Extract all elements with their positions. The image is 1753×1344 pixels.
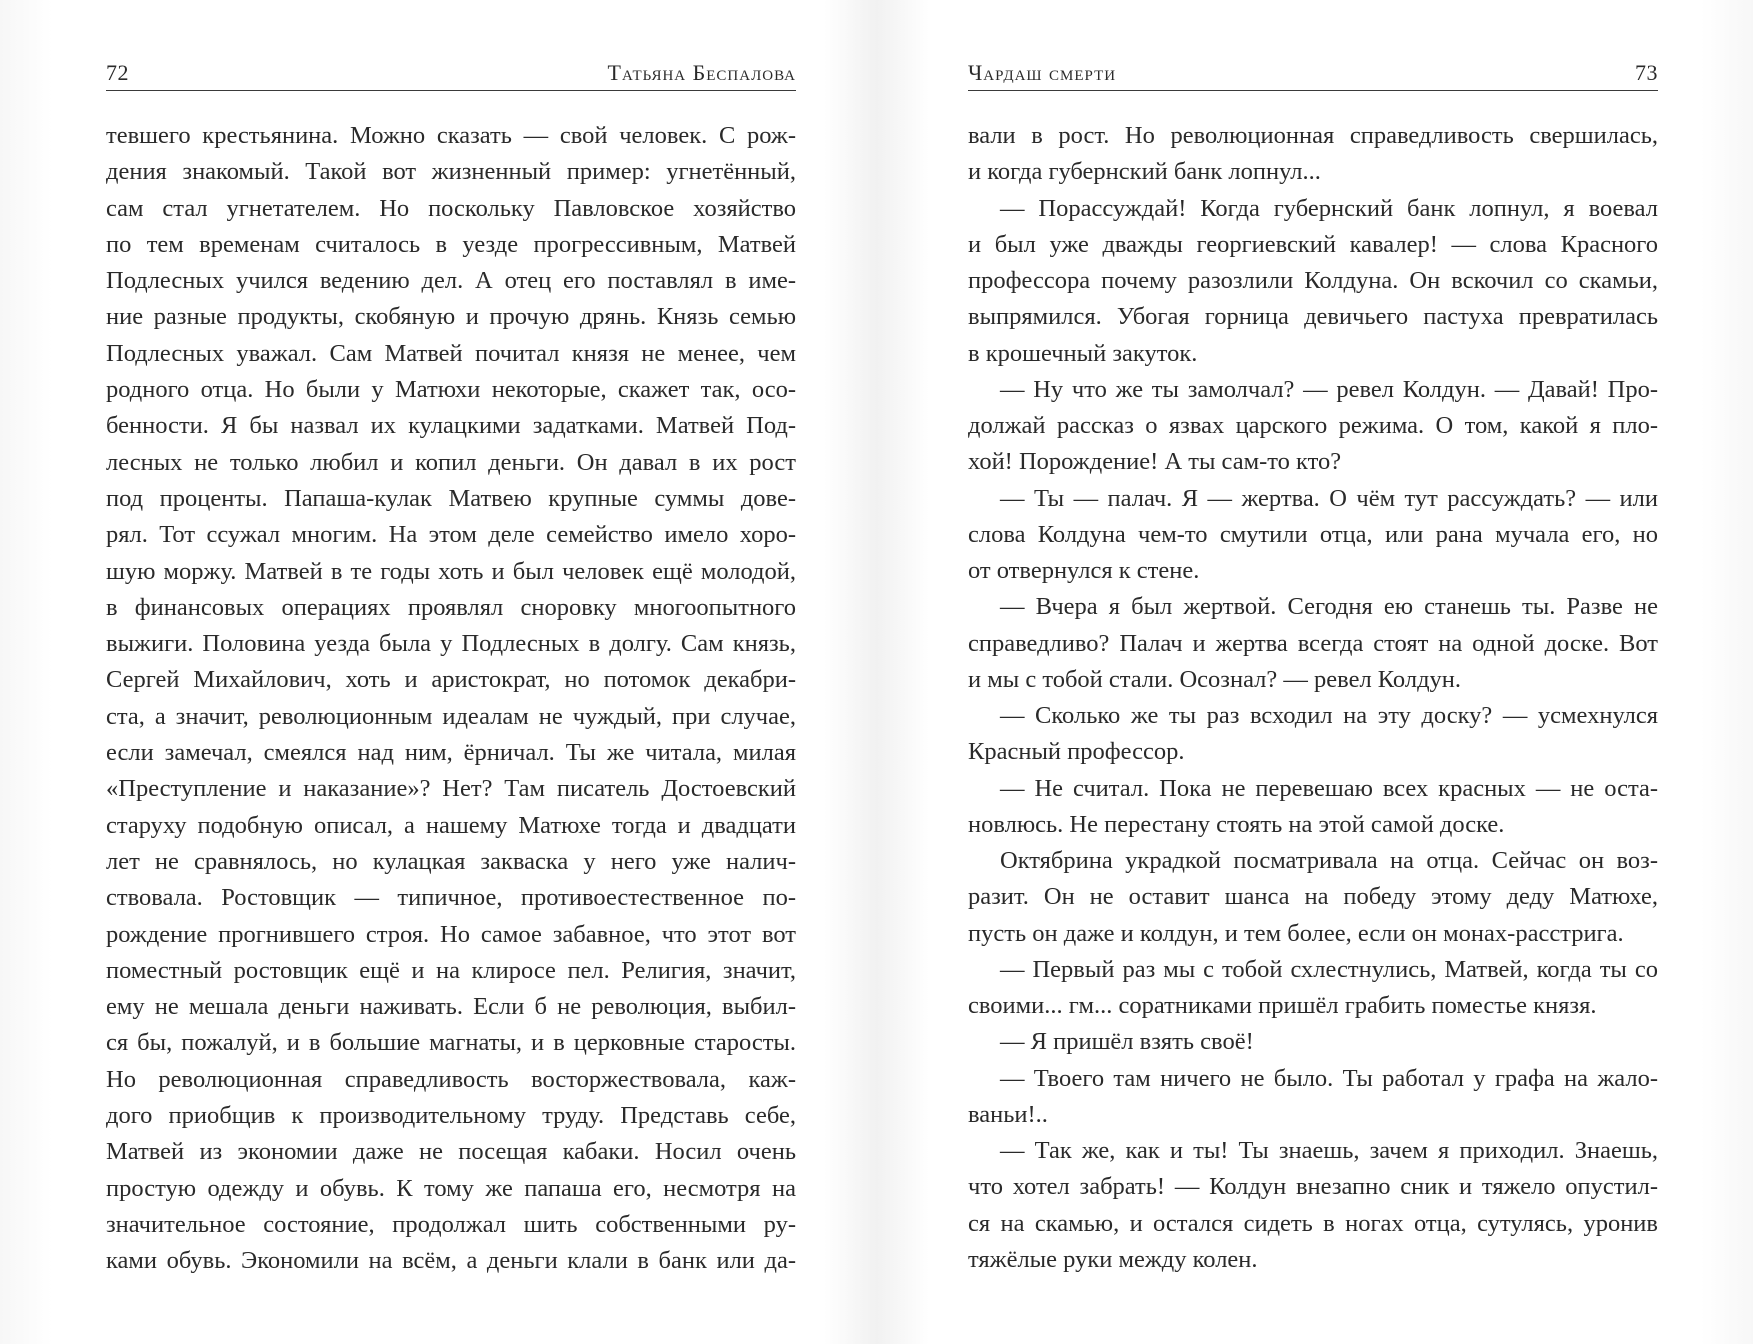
- text-line: Красный профессор.: [968, 738, 1185, 766]
- text-line: тевшего крестьянина. Можно сказать — свой человек. С рож-: [106, 122, 796, 149]
- text-line: ваньи!..: [968, 1100, 1048, 1128]
- text-line: лет не сравнялось, но кулацкая закваска у него уже налич-: [106, 847, 796, 875]
- right-page-number: 73: [1635, 60, 1658, 85]
- left-page: [106, 0, 796, 1344]
- text-line: и был уже дважды георгиевский кавалер! — слова Красного: [968, 230, 1658, 258]
- text-line: в финансовых операциях проявлял сноровку многоопытного: [106, 593, 796, 621]
- text-line: ся бы, пожалуй, и в большие магнаты, и в церковные старосты.: [106, 1029, 796, 1057]
- text-line: поместный ростовщик ещё и на клиросе пел. Религия, значит,: [106, 956, 796, 984]
- text-line: ся на скамью, и остался сидеть в ногах отца, сутулясь, уронив: [968, 1209, 1658, 1237]
- text-line: ние разные продукты, скобяную и прочую дрянь. Князь семью: [106, 303, 796, 331]
- text-line: тяжёлые руки между колен.: [968, 1245, 1258, 1273]
- right-running-title: Чардаш смерти: [968, 60, 1117, 85]
- text-line: — Твоего там ничего не было. Ты работал у графа на жало-: [1000, 1064, 1658, 1092]
- left-page-number: 72: [106, 60, 129, 85]
- left-running-title: Татьяна Беспалова: [607, 60, 796, 85]
- text-line: Подлесных уважал. Сам Матвей почитал князя не менее, чем: [106, 339, 796, 367]
- text-line: новлюсь. Не перестану стоять на этой самой доске.: [968, 810, 1505, 838]
- text-line: Но революционная справедливость восторжествовала, каж-: [106, 1065, 796, 1093]
- text-line: — Порассуждай! Когда губернский банк лопнул, я воевал: [1000, 194, 1658, 222]
- text-line: дого приобщив к производительному труду. Представь себе,: [106, 1102, 796, 1130]
- right-running-head: [968, 56, 1658, 91]
- text-line: по тем временам считалось в уезде прогрессивным, Матвей: [106, 230, 796, 258]
- text-line: Матвей из экономии даже не посещая кабаки. Носил очень: [106, 1138, 796, 1166]
- text-line: шую моржу. Матвей в те годы хоть и был человек ещё молодой,: [106, 557, 796, 585]
- text-line: профессора почему разозлили Колдуна. Он вскочил со скамьи,: [968, 267, 1658, 294]
- text-line: — Не считал. Пока не перевешаю всех красных — не оста-: [1000, 774, 1658, 802]
- left-running-head: [106, 56, 796, 91]
- text-line: Подлесных учился ведению дел. А отец его поставлял в име-: [106, 267, 796, 295]
- text-line: хой! Порождение! А ты сам-то кто?: [968, 448, 1342, 476]
- text-line: вали в рост. Но революционная справедливость свершилась,: [968, 122, 1658, 149]
- text-line: — Сколько же ты раз всходил на эту доску? — усмехнулся: [1000, 702, 1658, 729]
- text-line: пусть он даже и колдун, и тем более, если он монах-расстрига.: [968, 919, 1624, 947]
- text-line: простую одежду и обувь. К тому же папаша его, несмотря на: [106, 1174, 796, 1202]
- text-line: родного отца. Но были у Матюхи некоторые, скажет так, осо-: [106, 376, 796, 404]
- text-line: в крошечный закуток.: [968, 339, 1198, 367]
- text-line: ста, а значит, революционным идеалам не чуждый, при случае,: [106, 702, 796, 730]
- text-line: ему не мешала деньги наживать. Если б не революция, выбил-: [106, 993, 796, 1021]
- text-line: рял. Тот ссужал многим. На этом деле семейство имело хоро-: [106, 521, 796, 549]
- text-line: лесных не только любил и копил деньги. Он давал в их рост: [106, 448, 796, 476]
- text-line: под проценты. Папаша-кулак Матвею крупные суммы дове-: [106, 484, 796, 512]
- text-line: выпрямился. Убогая горница девичьего пастуха превратилась: [968, 303, 1658, 331]
- text-line: — Вчера я был жертвой. Сегодня ею станешь ты. Разве не: [1000, 593, 1658, 621]
- text-line: Сергей Михайлович, хоть и аристократ, но потомок декабри-: [106, 666, 796, 694]
- text-line: Октябрина украдкой посматривала на отца. Сейчас он воз-: [1000, 847, 1658, 874]
- text-line: — Я пришёл взять своё!: [1000, 1028, 1254, 1056]
- text-line: ками обувь. Экономили на всём, а деньги клали в банк или да-: [106, 1247, 796, 1275]
- text-line: если замечал, смеялся над ним, ёрничал. Ты же читала, милая: [106, 739, 796, 767]
- right-page-text: [968, 118, 1658, 1278]
- text-line: — Так же, как и ты! Ты знаешь, зачем я приходил. Знаешь,: [1000, 1137, 1658, 1164]
- text-line: и когда губернский банк лопнул...: [968, 158, 1321, 186]
- text-line: рождение прогнившего строя. Но самое забавное, что этот вот: [106, 920, 796, 948]
- text-line: выжиги. Половина уезда была у Подлесных в долгу. Сам князь,: [106, 630, 796, 658]
- text-line: значительное состояние, продолжал шить собственными ру-: [106, 1210, 796, 1238]
- text-line: бенности. Я бы назвал их кулацкими задатками. Матвей Под-: [106, 412, 796, 440]
- text-line: справедливо? Палач и жертва всегда стоят на одной доске. Вот: [968, 629, 1658, 657]
- text-line: должай рассказ о язвах царского режима. О том, какой я пло-: [968, 412, 1658, 439]
- text-line: ствовала. Ростовщик — типичное, противоестественное по-: [106, 884, 796, 912]
- text-line: своими... гм... соратниками пришёл грабить поместье князя.: [968, 992, 1597, 1019]
- text-line: дения знакомый. Такой вот жизненный пример: угнетённый,: [106, 158, 796, 186]
- text-line: от отвернулся к стене.: [968, 557, 1200, 584]
- text-line: что хотел забрать! — Колдун внезапно сник и тяжело опустил-: [968, 1173, 1658, 1201]
- left-page-text: [106, 118, 796, 1280]
- text-line: старуху подобную описал, а нашему Матюхе тогда и двадцати: [106, 811, 796, 839]
- text-line: и мы с тобой стали. Осознал? — ревел Колдун.: [968, 665, 1462, 693]
- text-line: — Ну что же ты замолчал? — ревел Колдун. — Давай! Про-: [1000, 375, 1658, 403]
- text-line: слова Колдуна чем-то смутили отца, или рана мучала его, но: [968, 520, 1658, 548]
- text-line: сам стал угнетателем. Но поскольку Павловское хозяйство: [106, 194, 796, 222]
- text-line: — Первый раз мы с тобой схлестнулись, Матвей, когда ты со: [1000, 955, 1658, 983]
- text-line: — Ты — палач. Я — жертва. О чём тут рассуждать? — или: [1000, 484, 1658, 512]
- right-page: [968, 0, 1658, 1344]
- text-line: разит. Он не оставит шанса на победу этому деду Матюхе,: [968, 883, 1658, 911]
- text-line: «Преступление и наказание»? Нет? Там писатель Достоевский: [106, 775, 796, 803]
